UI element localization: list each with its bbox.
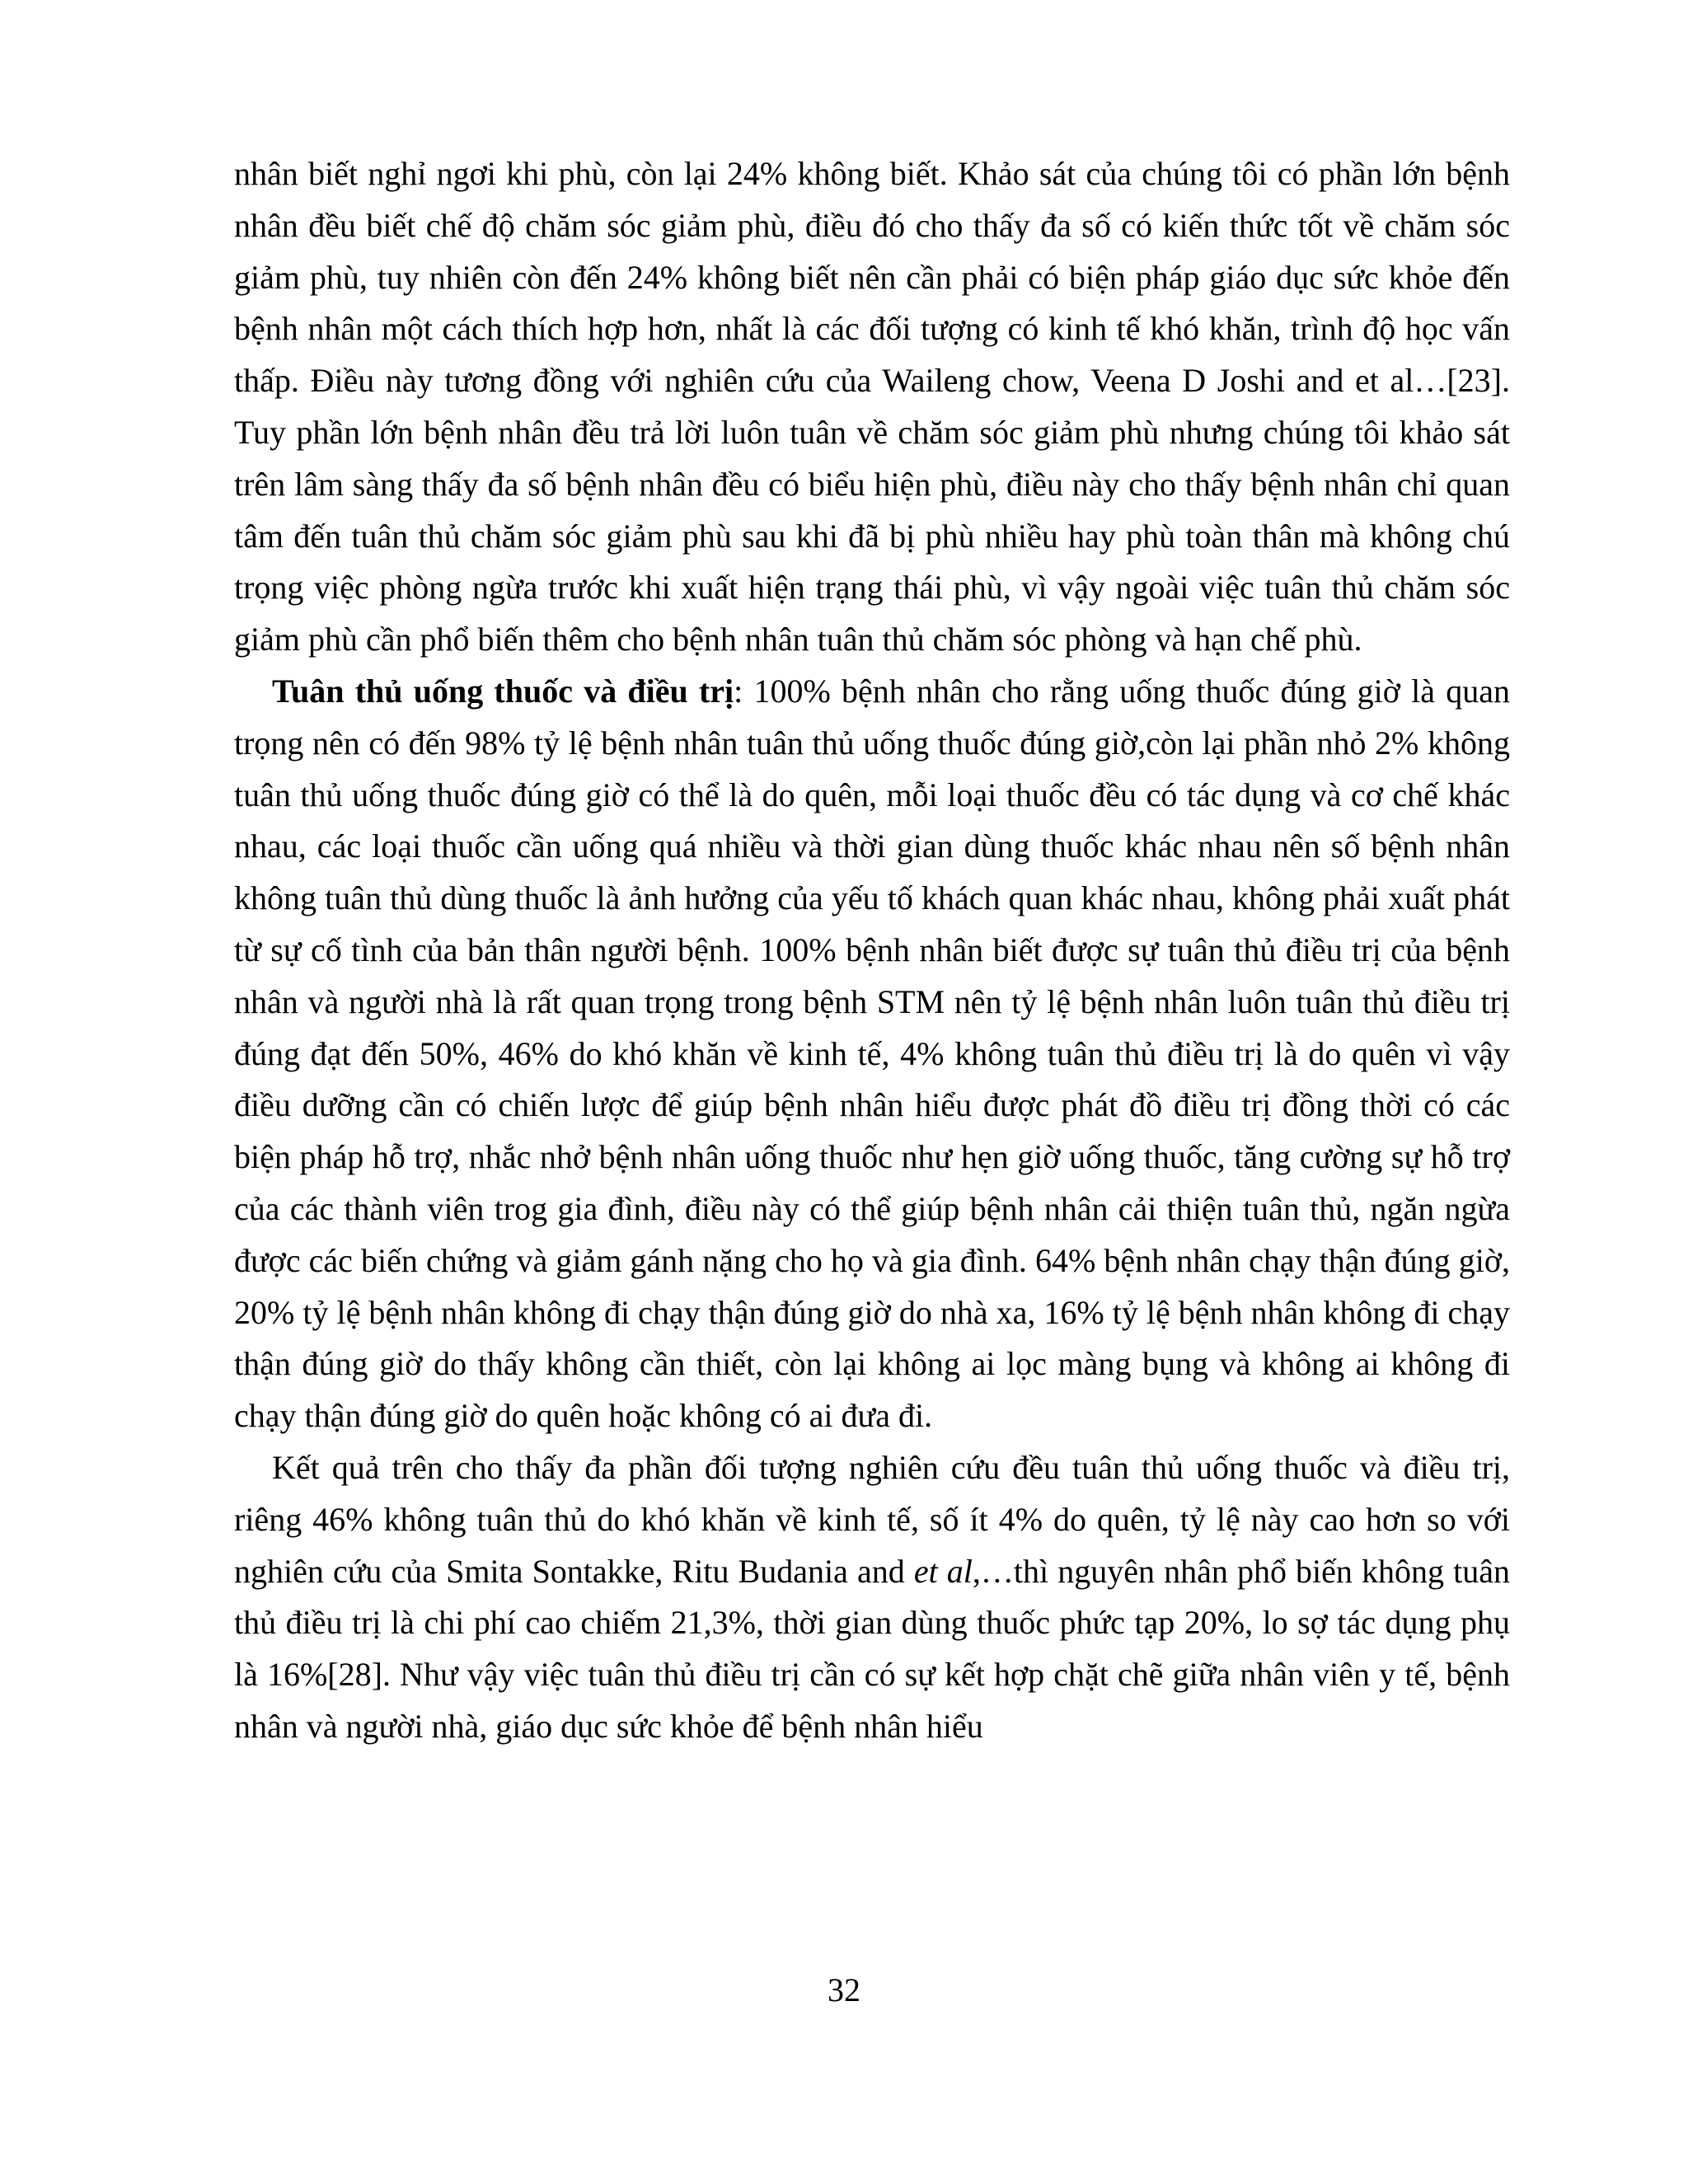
- paragraph-text-after: ,…thì nguyên nhân phổ biến không tuân thủ điều trị là chi phí cao chiếm 21,3%, thời gian dùng thuốc phức tạp 20%, lo sợ tác dụng phụ là 16%[28]. Như vậy việc tuân thủ điều trị cần có sự kết hợp chặt chẽ giữa nhân viên y tế, bệnh nhân và người nhà, giáo dục sức khỏe để bệnh nhân hiểu: [234, 1552, 1511, 1745]
- paragraph-edema-care: [234, 148, 1510, 666]
- paragraph-text-before: Kết quả trên cho thấy đa phần đối tượng nghiên cứu đều tuân thủ uống thuốc và điều trị, riêng 46% không tuân thủ do khó khăn về kinh tế, số ít 4% do quên, tỷ lệ này cao hơn so với nghiên cứu của Smita Sontakke, Ritu Budania and: [234, 1448, 1510, 1590]
- section-heading: Tuân thủ uống thuốc và điều trị: [272, 672, 734, 710]
- paragraph-medication-adherence: [234, 666, 1510, 1442]
- paragraph-text: : 100% bệnh nhân cho rằng uống thuốc đúng giờ là quan trọng nên có đến 98% tỷ lệ bệnh nhân tuân thủ uống thuốc đúng giờ,còn lại phần nhỏ 2% không tuân thủ uống thuốc đúng giờ có thể là do quên, mỗi loại thuốc đều có tác dụng và cơ chế khác nhau, các loại thuốc cần uống quá nhiều và thời gian dùng thuốc khác nhau nên số bệnh nhân không tuân thủ dùng thuốc là ảnh hưởng của yếu tố khách quan khác nhau, không phải xuất phát từ sự cố tình của bản thân người bệnh. 100% bệnh nhân biết được sự tuân thủ điều trị của bệnh nhân và người nhà là rất quan trọng trong bệnh STM nên tỷ lệ bệnh nhân luôn tuân thủ điều trị đúng đạt đến 50%, 46% do khó khăn về kinh tế, 4% không tuân thủ điều trị là do quên vì vậy điều dưỡng cần có chiến lược để giúp bệnh nhân hiểu được phát đồ điều trị đồng thời có các biện pháp hỗ trợ, nhắc nhở bệnh nhân uống thuốc như hẹn giờ uống thuốc, tăng cường sự hỗ trợ của các thành viên trog gia đình, điều này có thể giúp bệnh nhân cải thiện tuân thủ, ngăn ngừa được các biến chứng và giảm gánh nặng cho họ và gia đình. 64% bệnh nhân chạy thận đúng giờ, 20% tỷ lệ bệnh nhân không đi chạy thận đúng giờ do nhà xa, 16% tỷ lệ bệnh nhân không đi chạy thận đúng giờ do thấy không cần thiết, còn lại không ai lọc màng bụng và không ai không đi chạy thận đúng giờ do quên hoặc không có ai đưa đi.: [234, 672, 1510, 1435]
- paragraph-text: nhân biết nghỉ ngơi khi phù, còn lại 24% không biết. Khảo sát của chúng tôi có phần lớn bệnh nhân đều biết chế độ chăm sóc giảm phù, điều đó cho thấy đa số có kiến thức tốt về chăm sóc giảm phù, tuy nhiên còn đến 24% không biết nên cần phải có biện pháp giáo dục sức khỏe đến bệnh nhân một cách thích hợp hơn, nhất là các đối tượng có kinh tế khó khăn, trình độ học vấn thấp. Điều này tương đồng với nghiên cứu của Waileng chow, Veena D Joshi and et al…[23]. Tuy phần lớn bệnh nhân đều trả lời luôn tuân về chăm sóc giảm phù nhưng chúng tôi khảo sát trên lâm sàng thấy đa số bệnh nhân đều có biểu hiện phù, điều này cho thấy bệnh nhân chỉ quan tâm đến tuân thủ chăm sóc giảm phù sau khi đã bị phù nhiều hay phù toàn thân mà không chú trọng việc phòng ngừa trước khi xuất hiện trạng thái phù, vì vậy ngoài việc tuân thủ chăm sóc giảm phù cần phổ biến thêm cho bệnh nhân tuân thủ chăm sóc phòng và hạn chế phù.: [234, 155, 1510, 658]
- body-text: [234, 148, 1510, 1753]
- page-number: 32: [828, 1971, 860, 2008]
- paragraph-results-comparison: [234, 1442, 1510, 1753]
- citation-et-al: et al: [913, 1552, 973, 1590]
